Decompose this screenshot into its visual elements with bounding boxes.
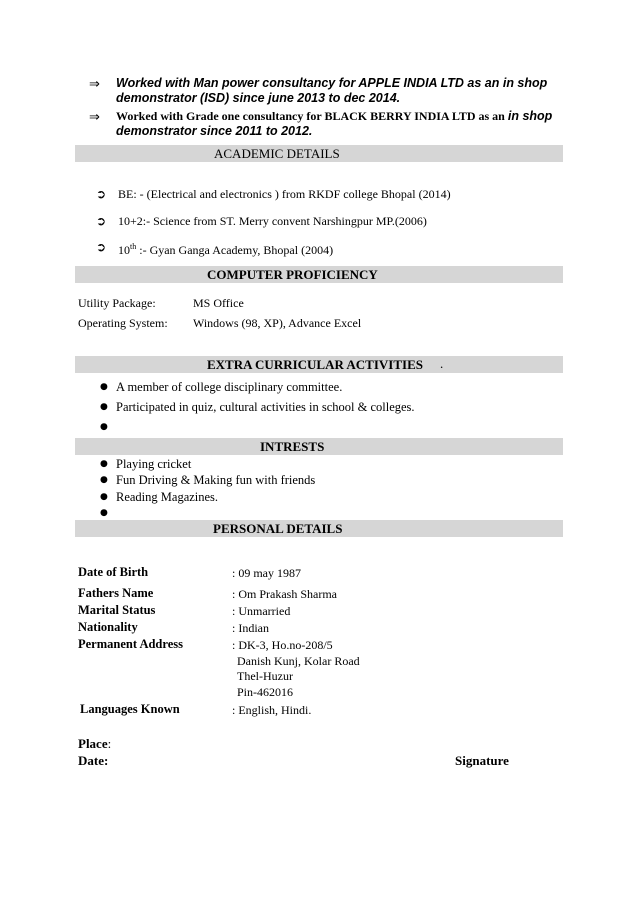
bullet-icon: ● xyxy=(100,508,108,518)
section-title-dot: . xyxy=(440,356,444,371)
arrow-bullet-icon: ➲ xyxy=(96,187,107,201)
address-label: Permanent Address xyxy=(78,637,183,651)
academic-grade-suffix: th xyxy=(130,242,137,251)
experience-item-apple xyxy=(89,76,572,106)
list-item xyxy=(100,473,315,488)
list-item-text: Participated in quiz, cultural activities in school & colleges. xyxy=(116,400,415,414)
list-item-text: Playing cricket xyxy=(116,457,192,471)
section-title: COMPUTER PROFICIENCY xyxy=(207,267,378,282)
bullet-icon: ● xyxy=(100,422,108,432)
academic-item-text xyxy=(96,243,333,257)
section-header-extra xyxy=(75,356,563,373)
list-item xyxy=(100,420,116,435)
section-header-personal xyxy=(75,520,563,537)
bullet-icon: ● xyxy=(100,402,108,412)
list-item-text: Reading Magazines. xyxy=(116,490,219,504)
academic-grade: 10 xyxy=(118,243,130,257)
arrow-right-icon: ⇒ xyxy=(89,76,100,91)
bullet-icon: ● xyxy=(100,492,108,502)
address-line: : DK-3, Ho.no-208/5 xyxy=(232,638,333,652)
place-field xyxy=(78,737,111,751)
dob-label: Date of Birth xyxy=(78,565,149,579)
place-label: Place xyxy=(78,736,108,751)
list-item xyxy=(100,380,342,395)
languages-label: Languages Known xyxy=(80,702,180,716)
bullet-icon: ● xyxy=(100,382,108,392)
computer-label: Operating System: xyxy=(78,316,168,330)
section-title: PERSONAL DETAILS xyxy=(213,521,343,536)
experience-text-line1 xyxy=(92,109,572,124)
arrow-bullet-icon: ➲ xyxy=(96,214,107,228)
section-title: INTRESTS xyxy=(260,439,325,454)
father-name-label: Fathers Name xyxy=(78,586,154,600)
signature-label: Signature xyxy=(455,753,509,768)
bullet-icon: ● xyxy=(100,475,108,485)
academic-item xyxy=(96,240,333,257)
marital-status-value: : Unmarried xyxy=(232,604,291,618)
section-title: EXTRA CURRICULAR ACTIVITIES xyxy=(207,357,423,372)
address-line: Pin-462016 xyxy=(237,685,294,699)
computer-label: Utility Package: xyxy=(78,296,156,310)
bullet-icon: ● xyxy=(100,459,108,469)
experience-item-blackberry xyxy=(89,109,572,139)
list-item xyxy=(100,506,116,521)
place-colon: : xyxy=(107,736,112,751)
experience-text-plain: Worked with Grade one consultancy for BLACK BERRY INDIA LTD as an xyxy=(116,109,508,123)
academic-item xyxy=(96,187,451,201)
list-item-text: A member of college disciplinary committee. xyxy=(116,380,343,394)
academic-item-text: 10+2:- Science from ST. Merry convent Narshingpur MP.(2006) xyxy=(118,214,427,228)
academic-school: :- Gyan Ganga Academy, Bhopal (2004) xyxy=(136,243,334,257)
section-header-computer xyxy=(75,266,563,283)
address-line: Thel-Huzur xyxy=(237,669,293,683)
nationality-value: : Indian xyxy=(232,621,269,635)
dob-value: : 09 may 1987 xyxy=(232,566,301,580)
section-header-interests xyxy=(75,438,563,455)
experience-text-italic: in shop xyxy=(507,109,553,123)
nationality-label: Nationality xyxy=(78,620,138,634)
arrow-right-icon: ⇒ xyxy=(89,109,100,124)
experience-text-line2: demonstrator (ISD) since june 2013 to dec 2014. xyxy=(116,91,401,105)
computer-value: Windows (98, XP), Advance Excel xyxy=(193,316,362,330)
section-title: ACADEMIC DETAILS xyxy=(214,146,340,161)
list-item xyxy=(100,490,218,505)
marital-status-label: Marital Status xyxy=(78,603,156,617)
list-item-text: Fun Driving & Making fun with friends xyxy=(116,473,316,487)
experience-text-line2: demonstrator since 2011 to 2012. xyxy=(116,124,313,138)
list-item xyxy=(100,400,415,415)
academic-item-text: BE: - (Electrical and electronics ) from RKDF college Bhopal (2014) xyxy=(118,187,451,201)
date-label: Date: xyxy=(78,753,109,768)
section-header-academic xyxy=(75,145,563,162)
arrow-bullet-icon: ➲ xyxy=(96,240,107,254)
address-line: Danish Kunj, Kolar Road xyxy=(237,654,360,668)
academic-item xyxy=(96,214,427,228)
computer-value: MS Office xyxy=(193,296,244,310)
languages-value: : English, Hindi. xyxy=(232,703,312,717)
experience-text-line1: Worked with Man power consultancy for APPLE INDIA LTD as an in shop xyxy=(116,76,548,90)
father-name-value: : Om Prakash Sharma xyxy=(232,587,337,601)
list-item xyxy=(100,457,191,472)
